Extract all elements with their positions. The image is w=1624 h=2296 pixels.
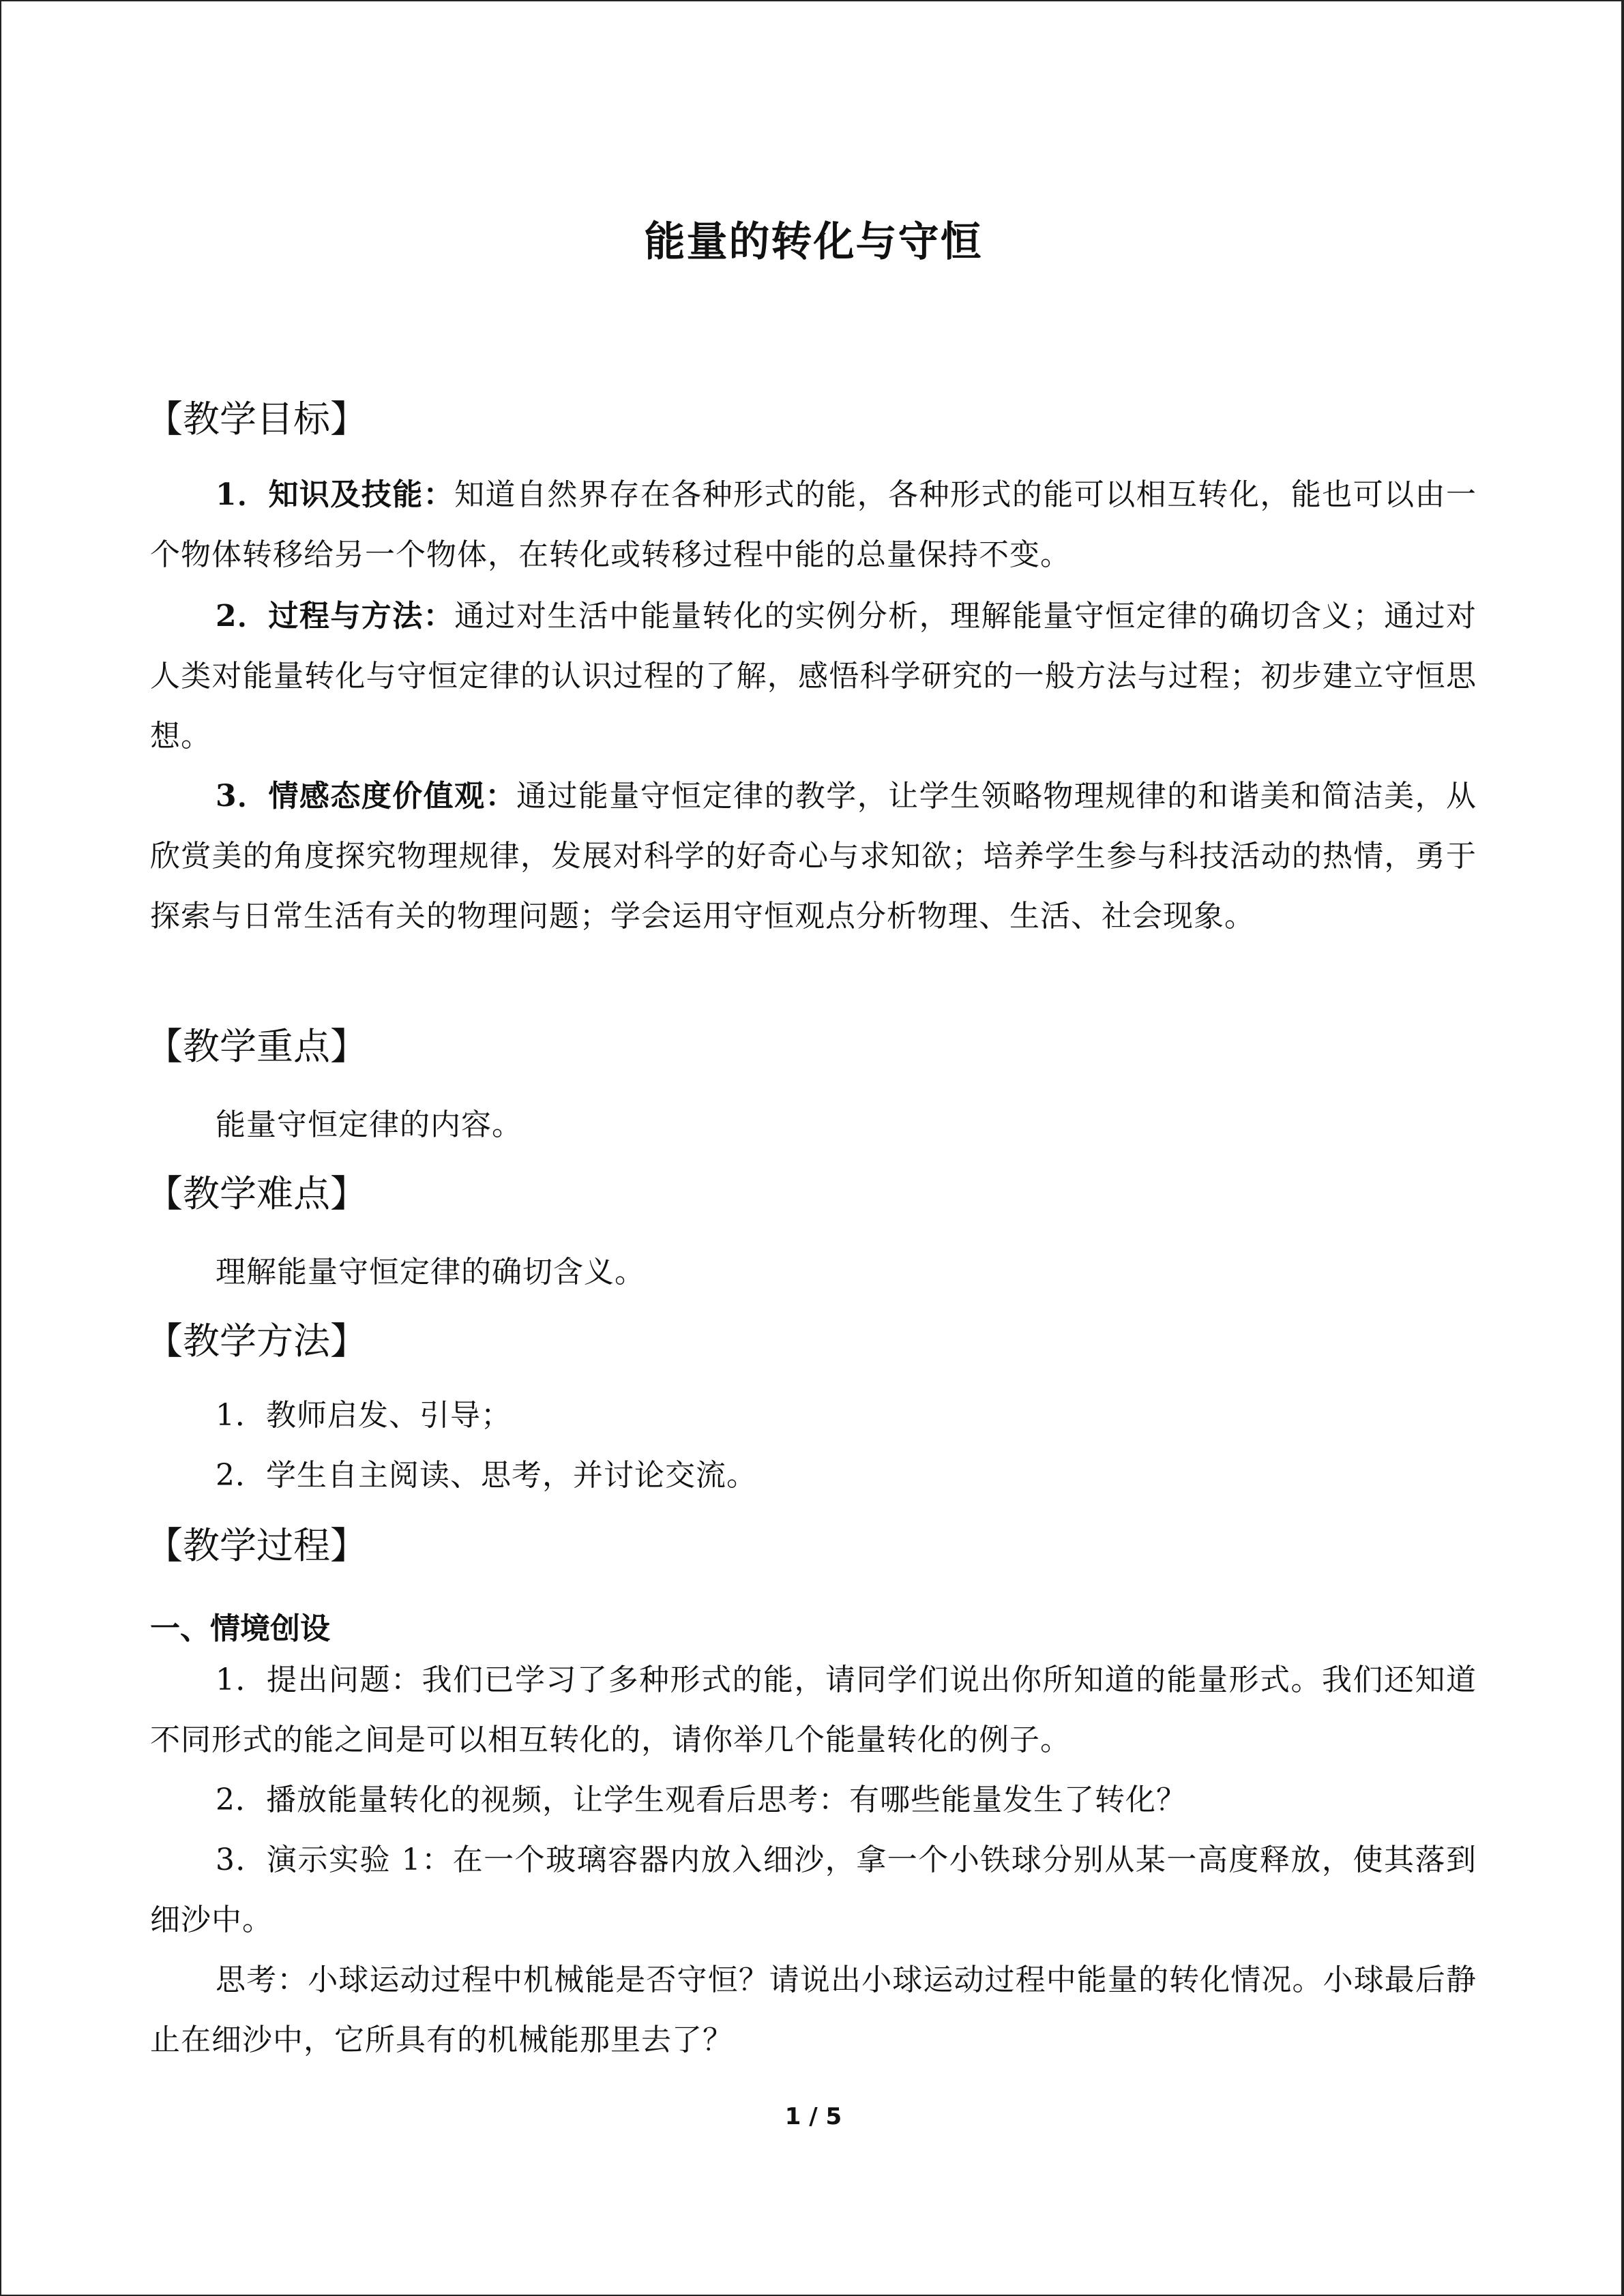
section-heading-difficulty: 【教学难点】 xyxy=(146,1172,367,1215)
process-item-1: 1．提出问题：我们已学习了多种形式的能，请同学们说出你所知道的能量形式。我们还知道不同形式的能之间是可以相互转化的，请你举几个能量转化的例子。 xyxy=(150,1663,1477,1757)
objective-item-2 xyxy=(150,586,1477,766)
key-point-text: 能量守恒定律的内容。 xyxy=(216,1107,522,1142)
section-heading-process: 【教学过程】 xyxy=(146,1524,367,1567)
section-heading-objectives: 【教学目标】 xyxy=(146,398,367,441)
process-item-4: 思考：小球运动过程中机械能是否守恒？请说出小球运动过程中能量的转化情况。小球最后静止在细沙中，它所具有的机械能那里去了？ xyxy=(150,1963,1477,2057)
objective-item-1 xyxy=(150,465,1477,585)
process-item-2: 2．播放能量转化的视频，让学生观看后思考：有哪些能量发生了转化？ xyxy=(216,1783,1187,1817)
page-number: 1 / 5 xyxy=(784,2103,842,2130)
process-item-3: 3．演示实验 1：在一个玻璃容器内放入细沙，拿一个小铁球分别从某一高度释放，使其落到细沙中。 xyxy=(150,1843,1477,1937)
objective-lead: 1．知识及技能： xyxy=(216,477,455,512)
section-heading-methods: 【教学方法】 xyxy=(146,1320,367,1362)
method-item-1: 1．教师启发、引导； xyxy=(216,1398,512,1433)
objective-text: 通过对生活中能量转化的实例分析，理解能量守恒定律的确切含义；通过对人类对能量转化与守恒定律的认识过程的了解，感悟科学研究的一般方法与过程；初步建立守恒思想。 xyxy=(150,599,1477,754)
section-heading-key-point: 【教学重点】 xyxy=(146,1025,367,1068)
objective-item-3 xyxy=(150,766,1477,946)
page-title: 能量的转化与守恒 xyxy=(644,218,983,266)
method-item-2: 2．学生自主阅读、思考，并讨论交流。 xyxy=(216,1458,757,1493)
objective-lead: 2．过程与方法： xyxy=(216,599,455,633)
process-subheading: 一、情境创设 xyxy=(150,1611,330,1646)
objective-lead: 3．情感态度价值观： xyxy=(216,779,516,814)
objective-text: 知道自然界存在各种形式的能，各种形式的能可以相互转化，能也可以由一个物体转移给另一个物体，在转化或转移过程中能的总量保持不变。 xyxy=(150,477,1477,572)
objective-text: 通过能量守恒定律的教学，让学生领略物理规律的和谐美和简洁美，从欣赏美的角度探究物理规律，发展对科学的好奇心与求知欲；培养学生参与科技活动的热情，勇于探索与日常生活有关的物理问题；学会运用守恒观点分析物理、生活、社会现象。 xyxy=(150,779,1477,934)
difficulty-text: 理解能量守恒定律的确切含义。 xyxy=(216,1255,645,1289)
